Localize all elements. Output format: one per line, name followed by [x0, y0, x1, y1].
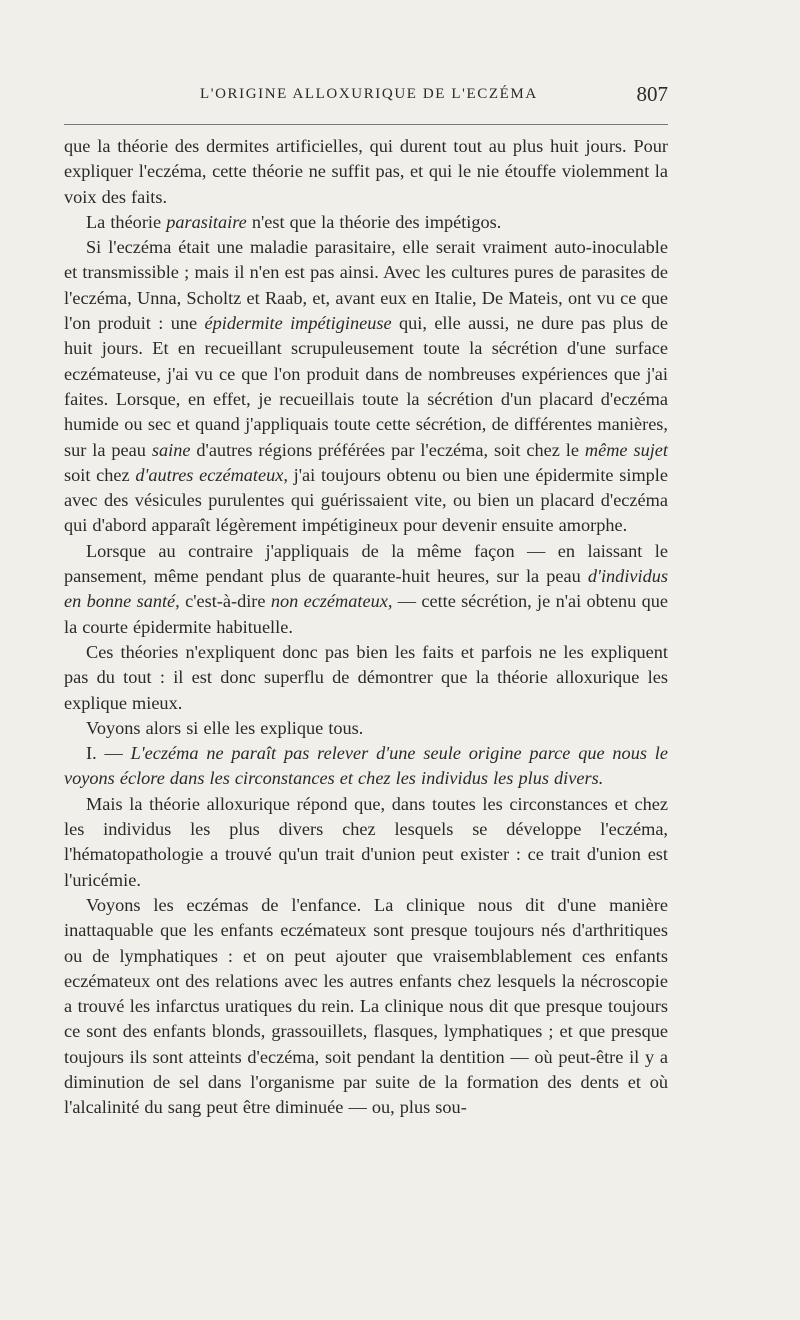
text-segment: qui, elle aussi, ne dure pas plus de huit jours. Et en recueillant scrupuleusement toute la sécrétion d'une surface eczémateuse, j'ai vu ce que l'on produit dans de nombreuses expériences que j'ai faites. Lorsque, en effet, je recueillais toute la sécrétion d'un placard d'eczéma humide ou sec et quand j'appliquais toute cette sécrétion, de différentes manières, sur la peau — [64, 313, 668, 460]
italic-text: non eczémateux, — [270, 591, 393, 612]
paragraph — [64, 640, 668, 716]
text-segment: Mais la théorie alloxurique répond que, dans toutes les circonstances et chez les individus les plus divers chez lesquels se développe l'eczéma, l'hématopathologie a trouvé qu'un trait d'union peut exister : ce trait d'union est l'uricémie. — [64, 793, 668, 890]
italic-text: d'individus en bonne santé, — [64, 566, 668, 612]
body-text — [64, 134, 668, 1121]
italic-text: parasitaire — [166, 211, 247, 232]
text-segment: d'autres régions préférées par l'eczéma, soit chez le — [190, 439, 585, 460]
paragraph — [64, 716, 668, 741]
text-segment: Voyons les eczémas de l'enfance. La clinique nous dit d'une manière inattaquable que les enfants eczémateux sont presque toujours nés d'arthritiques ou de lymphatiques : et on peut ajouter que vraisemblablement ces enfants eczémateux ont des relations avec les autres enfants chez lesquels la nécroscopie a trouvé les infarctus uratiques du rein. La clinique nous dit que presque toujours ce sont des enfants blonds, grassouillets, flasques, lymphatiques ; et que presque toujours ils sont atteints d'eczéma, soit pendant la dentition — où peut-être il y a diminution de sel dans l'organisme par suite de la formation des dents et où l'alcalinité du sang peut être diminuée — ou, plus sou- — [64, 894, 668, 1118]
italic-text: saine — [151, 439, 191, 460]
text-segment: Voyons alors si elle les explique tous. — [86, 717, 364, 738]
running-title: L'ORIGINE ALLOXURIQUE DE L'ECZÉMA — [200, 86, 538, 102]
text-segment: j'ai toujours obtenu ou bien une épidermite simple avec des vésicules purulentes qui guérissaient vite, ou bien un placard d'eczéma qui d'abord apparaît légèrement impétigineux pour devenir ensuite amorphe. — [64, 464, 668, 536]
paragraph — [64, 741, 668, 792]
text-segment: La théorie — [86, 211, 167, 232]
italic-text: épidermite impétigineuse — [204, 313, 392, 334]
paragraph — [64, 210, 668, 235]
text-segment: n'est que la théorie des impétigos. — [246, 211, 502, 232]
paragraph — [64, 134, 668, 210]
text-segment: soit chez — [64, 464, 136, 485]
text-segment: Ces théories n'expliquent donc pas bien les faits et parfois ne les expliquent pas du tout : il est donc superflu de démontrer que la théorie alloxurique les explique mieux. — [64, 641, 668, 713]
text-segment: que la théorie des dermites artificielles, qui durent tout au plus huit jours. Pour expliquer l'eczéma, cette théorie ne suffit pas, et qui le nie étouffe violemment la voix des faits. — [64, 136, 668, 207]
paragraph — [64, 235, 668, 539]
text-segment: c'est-à-dire — [179, 591, 271, 612]
paragraph — [64, 539, 668, 640]
paragraph — [64, 792, 668, 893]
text-segment: — cette sécrétion, je n'ai obtenu que la courte épidermite habituelle. — [64, 591, 668, 637]
page-number: 807 — [636, 82, 668, 106]
running-head — [64, 82, 668, 112]
text-segment: I. — — [86, 743, 131, 764]
text-segment: Si l'eczéma était une maladie parasitaire, elle serait vraiment auto-inoculable et transmissible ; mais il n'en est pas ainsi. Avec les cultures pures de parasites de l'eczéma, Unna, Scholtz et Raab, et, avant eux en Italie, De Mateis, ont vu ce que l'on produit : une — [64, 237, 668, 334]
header-rule — [64, 124, 668, 125]
italic-text: L'eczéma ne paraît pas relever d'une seule origine parce que nous le voyons éclore dans les circonstances et chez les individus les plus divers. — [64, 743, 668, 789]
italic-text: même sujet — [584, 439, 668, 460]
text-segment: Lorsque au contraire j'appliquais de la même façon — en laissant le pansement, même pendant plus de quarante-huit heures, sur la peau — [64, 540, 668, 587]
paragraph — [64, 893, 668, 1121]
italic-text: d'autres eczémateux, — [135, 464, 288, 485]
